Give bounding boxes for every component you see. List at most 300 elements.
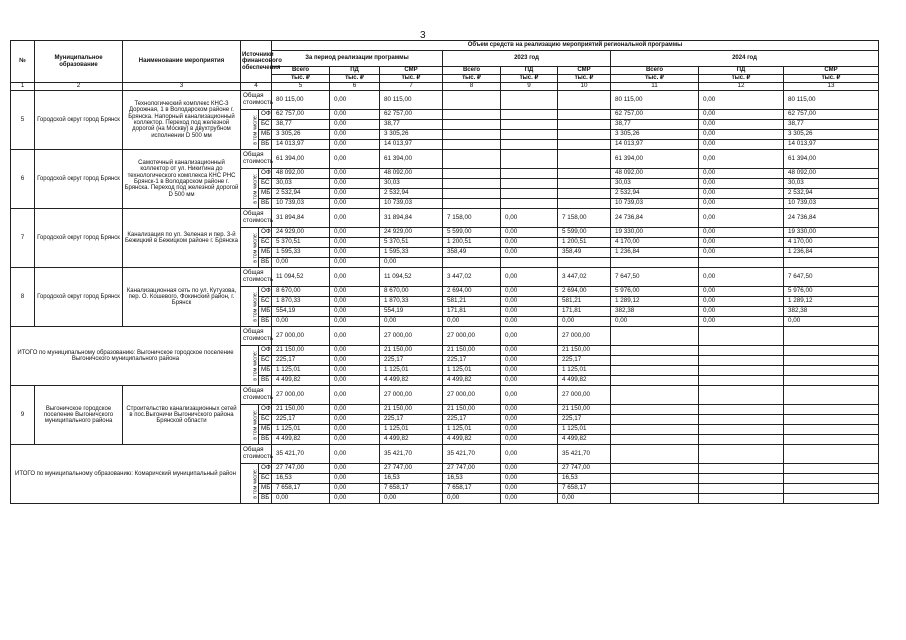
header-period-2023: 2023 год <box>443 51 611 67</box>
column-index-2: 2 <box>35 83 123 91</box>
amount-cell: 2 532,94 <box>380 189 443 199</box>
amount-cell <box>784 474 879 484</box>
header-total: Всего <box>272 67 330 75</box>
in-that-label <box>241 228 259 268</box>
column-index-8: 8 <box>443 83 501 91</box>
amount-cell: 1 125,01 <box>558 366 611 376</box>
amount-cell: 0,00 <box>699 91 784 110</box>
header-unit: тыс. ₽ <box>272 75 330 83</box>
amount-cell: 27 000,00 <box>380 386 443 405</box>
amount-cell: 38,77 <box>611 120 699 130</box>
amount-cell: 1 200,51 <box>443 238 501 248</box>
amount-cell: 4 499,82 <box>380 435 443 445</box>
amount-cell: 225,17 <box>380 356 443 366</box>
amount-cell: 24 929,00 <box>272 228 330 238</box>
amount-cell <box>558 120 611 130</box>
amount-cell: 1 200,51 <box>558 238 611 248</box>
amount-cell: 0,00 <box>501 238 558 248</box>
column-index-1: 1 <box>11 83 35 91</box>
amount-cell: 80 115,00 <box>272 91 330 110</box>
amount-cell: 0,00 <box>501 209 558 228</box>
header-unit: тыс. ₽ <box>501 75 558 83</box>
amount-cell <box>443 130 501 140</box>
amount-cell: 16,53 <box>272 474 330 484</box>
table-row <box>11 209 879 228</box>
in-that-label <box>241 464 259 504</box>
amount-cell <box>611 346 699 356</box>
amount-cell: 8 670,00 <box>272 287 330 297</box>
source-code: МБ <box>259 189 272 199</box>
amount-cell <box>558 258 611 268</box>
source-code: ВБ <box>259 199 272 209</box>
amount-cell: 21 150,00 <box>558 405 611 415</box>
amount-cell <box>443 189 501 199</box>
amount-cell: 80 115,00 <box>611 91 699 110</box>
header-unit: тыс. ₽ <box>443 75 501 83</box>
amount-cell: 0,00 <box>330 199 380 209</box>
header-unit: тыс. ₽ <box>330 75 380 83</box>
amount-cell: 0,00 <box>330 120 380 130</box>
amount-cell: 0,00 <box>501 307 558 317</box>
header-smr: СМР <box>380 67 443 75</box>
amount-cell: 27 000,00 <box>272 327 330 346</box>
amount-cell <box>443 91 501 110</box>
header-municipality: Муниципальное образование <box>35 41 123 83</box>
amount-cell: 0,00 <box>501 405 558 415</box>
amount-cell: 382,38 <box>784 307 879 317</box>
in-that-text: в том числе: <box>252 350 259 381</box>
amount-cell: 80 115,00 <box>380 91 443 110</box>
amount-cell: 0,00 <box>330 189 380 199</box>
amount-cell: 27 747,00 <box>558 464 611 474</box>
amount-cell: 7 658,17 <box>558 484 611 494</box>
source-code: БС <box>259 120 272 130</box>
amount-cell: 0,00 <box>330 150 380 169</box>
amount-cell <box>501 110 558 120</box>
header-total: Всего <box>611 67 699 75</box>
source-code: ОФ <box>259 464 272 474</box>
amount-cell: 61 394,00 <box>380 150 443 169</box>
amount-cell: 5 370,51 <box>380 238 443 248</box>
amount-cell: 30,03 <box>784 179 879 189</box>
amount-cell: 10 739,03 <box>380 199 443 209</box>
amount-cell: 225,17 <box>272 356 330 366</box>
amount-cell: 10 739,03 <box>784 199 879 209</box>
amount-cell <box>784 435 879 445</box>
source-code: МБ <box>259 366 272 376</box>
amount-cell <box>611 484 699 494</box>
amount-cell: 27 747,00 <box>380 464 443 474</box>
amount-cell: 0,00 <box>330 474 380 484</box>
amount-cell: 4 170,00 <box>611 238 699 248</box>
amount-cell: 4 499,82 <box>272 435 330 445</box>
amount-cell <box>443 258 501 268</box>
municipality-name: Городской округ город Брянск <box>35 91 123 150</box>
source-code: МБ <box>259 130 272 140</box>
column-index-7: 7 <box>380 83 443 91</box>
source-code: МБ <box>259 484 272 494</box>
header-unit: тыс. ₽ <box>699 75 784 83</box>
municipality-total-label: ИТОГО по муниципальному образованию: Комаричский муниципальный район <box>11 445 241 504</box>
header-unit: тыс. ₽ <box>558 75 611 83</box>
event-name: Строительство канализационных сетей в пос.Выгоничи Выгоничского района Брянской области <box>123 386 241 445</box>
source-total-cost: Общая стоимость <box>241 445 272 464</box>
table-row <box>11 91 879 110</box>
amount-cell: 19 330,00 <box>784 228 879 238</box>
amount-cell: 8 670,00 <box>380 287 443 297</box>
amount-cell: 0,00 <box>501 327 558 346</box>
amount-cell: 225,17 <box>558 356 611 366</box>
amount-cell: 0,00 <box>330 445 380 464</box>
amount-cell: 1 595,33 <box>380 248 443 258</box>
amount-cell: 1 595,33 <box>272 248 330 258</box>
amount-cell <box>558 140 611 150</box>
amount-cell: 27 000,00 <box>558 327 611 346</box>
amount-cell: 0,00 <box>699 287 784 297</box>
amount-cell: 21 150,00 <box>443 346 501 356</box>
municipality-name: Выгоничское городское поселение Выгоничского муниципального района <box>35 386 123 445</box>
amount-cell: 0,00 <box>699 140 784 150</box>
header-period-2024: 2024 год <box>611 51 879 67</box>
amount-cell: 382,38 <box>611 307 699 317</box>
amount-cell: 0,00 <box>330 248 380 258</box>
column-index-row <box>11 83 879 91</box>
amount-cell: 5 976,00 <box>611 287 699 297</box>
amount-cell: 1 236,84 <box>784 248 879 258</box>
header-smr: СМР <box>784 67 879 75</box>
amount-cell: 21 150,00 <box>272 405 330 415</box>
amount-cell <box>699 445 784 464</box>
amount-cell: 61 394,00 <box>611 150 699 169</box>
amount-cell: 0,00 <box>272 494 330 504</box>
amount-cell <box>501 130 558 140</box>
amount-cell <box>699 494 784 504</box>
amount-cell <box>558 179 611 189</box>
amount-cell <box>443 110 501 120</box>
amount-cell: 0,00 <box>443 317 501 327</box>
source-code: ВБ <box>259 140 272 150</box>
amount-cell: 27 000,00 <box>272 386 330 405</box>
amount-cell: 27 747,00 <box>272 464 330 474</box>
source-code: ВБ <box>259 258 272 268</box>
column-index-12: 12 <box>699 83 784 91</box>
header-event: Наименование мероприятия <box>123 41 241 83</box>
amount-cell: 0,00 <box>501 484 558 494</box>
amount-cell: 27 000,00 <box>443 386 501 405</box>
amount-cell: 21 150,00 <box>380 346 443 356</box>
amount-cell <box>611 425 699 435</box>
source-code: МБ <box>259 248 272 258</box>
amount-cell: 3 447,02 <box>443 268 501 287</box>
amount-cell: 14 013,97 <box>272 140 330 150</box>
amount-cell: 0,00 <box>699 150 784 169</box>
amount-cell: 0,00 <box>330 268 380 287</box>
header-unit: тыс. ₽ <box>380 75 443 83</box>
amount-cell: 0,00 <box>272 258 330 268</box>
amount-cell: 581,21 <box>443 297 501 307</box>
header-pd: ПД <box>501 67 558 75</box>
source-code: ОФ <box>259 169 272 179</box>
amount-cell <box>784 346 879 356</box>
amount-cell: 80 115,00 <box>784 91 879 110</box>
amount-cell: 14 013,97 <box>784 140 879 150</box>
amount-cell <box>699 484 784 494</box>
amount-cell: 0,00 <box>501 317 558 327</box>
amount-cell <box>699 346 784 356</box>
amount-cell: 4 499,82 <box>443 435 501 445</box>
amount-cell: 0,00 <box>330 386 380 405</box>
source-code: БС <box>259 238 272 248</box>
amount-cell: 0,00 <box>501 425 558 435</box>
amount-cell: 7 158,00 <box>443 209 501 228</box>
amount-cell <box>611 445 699 464</box>
amount-cell <box>784 258 879 268</box>
amount-cell: 14 013,97 <box>611 140 699 150</box>
amount-cell: 0,00 <box>501 287 558 297</box>
amount-cell <box>611 376 699 386</box>
amount-cell: 35 421,70 <box>443 445 501 464</box>
amount-cell <box>501 169 558 179</box>
header-total: Всего <box>443 67 501 75</box>
amount-cell: 2 532,94 <box>272 189 330 199</box>
amount-cell: 0,00 <box>380 317 443 327</box>
amount-cell <box>784 366 879 376</box>
amount-cell: 225,17 <box>443 415 501 425</box>
amount-cell <box>699 405 784 415</box>
amount-cell: 62 757,00 <box>380 110 443 120</box>
amount-cell: 7 658,17 <box>443 484 501 494</box>
header-pd: ПД <box>330 67 380 75</box>
amount-cell: 0,00 <box>330 287 380 297</box>
event-name: Канализация по ул. Зеленая и пер. 3-й Бежицкий в Бежицком районе г. Брянска <box>123 209 241 268</box>
amount-cell: 0,00 <box>380 258 443 268</box>
amount-cell: 0,00 <box>501 415 558 425</box>
amount-cell: 0,00 <box>699 120 784 130</box>
amount-cell: 225,17 <box>272 415 330 425</box>
amount-cell: 5 599,00 <box>558 228 611 238</box>
amount-cell: 24 736,84 <box>784 209 879 228</box>
amount-cell: 38,77 <box>784 120 879 130</box>
source-code: МБ <box>259 307 272 317</box>
row-number: 8 <box>11 268 35 327</box>
amount-cell: 0,00 <box>699 228 784 238</box>
amount-cell <box>699 415 784 425</box>
amount-cell <box>443 120 501 130</box>
amount-cell: 0,00 <box>501 435 558 445</box>
event-name: Технологический комплекс КНС-3 Дорожная, 1 в Володарском районе г. Брянска. Напорный канализационный коллектор. Переход под железной дорогой (на Москву) в двухтрубном исполнении D 500 мм <box>123 91 241 150</box>
amount-cell: 0,00 <box>330 209 380 228</box>
amount-cell: 4 170,00 <box>784 238 879 248</box>
amount-cell: 0,00 <box>699 248 784 258</box>
amount-cell: 0,00 <box>330 356 380 366</box>
amount-cell: 1 125,01 <box>443 425 501 435</box>
amount-cell: 61 394,00 <box>784 150 879 169</box>
amount-cell <box>558 169 611 179</box>
amount-cell <box>784 415 879 425</box>
amount-cell: 0,00 <box>558 317 611 327</box>
amount-cell: 0,00 <box>330 376 380 386</box>
amount-cell <box>501 179 558 189</box>
amount-cell: 48 092,00 <box>784 169 879 179</box>
amount-cell: 5 599,00 <box>443 228 501 238</box>
amount-cell: 0,00 <box>501 346 558 356</box>
amount-cell: 0,00 <box>330 140 380 150</box>
amount-cell: 0,00 <box>501 228 558 238</box>
program-funding-table <box>10 40 879 504</box>
amount-cell: 4 499,82 <box>558 435 611 445</box>
amount-cell: 4 499,82 <box>558 376 611 386</box>
amount-cell: 4 499,82 <box>380 376 443 386</box>
amount-cell: 27 000,00 <box>443 327 501 346</box>
amount-cell: 1 289,12 <box>611 297 699 307</box>
header-no: № <box>11 41 35 83</box>
header-pd: ПД <box>699 67 784 75</box>
row-number: 5 <box>11 91 35 150</box>
amount-cell: 0,00 <box>330 91 380 110</box>
amount-cell <box>611 386 699 405</box>
amount-cell: 0,00 <box>699 307 784 317</box>
amount-cell: 0,00 <box>501 297 558 307</box>
table-row <box>11 327 879 346</box>
amount-cell: 16,53 <box>380 474 443 484</box>
amount-cell: 7 658,17 <box>272 484 330 494</box>
amount-cell: 0,00 <box>699 238 784 248</box>
amount-cell: 0,00 <box>330 327 380 346</box>
amount-cell: 62 757,00 <box>784 110 879 120</box>
amount-cell: 0,00 <box>330 405 380 415</box>
amount-cell: 0,00 <box>501 464 558 474</box>
amount-cell <box>501 258 558 268</box>
amount-cell: 0,00 <box>501 376 558 386</box>
amount-cell <box>784 484 879 494</box>
row-number: 9 <box>11 386 35 445</box>
table-row <box>11 150 879 169</box>
amount-cell: 2 532,94 <box>784 189 879 199</box>
amount-cell: 7 647,50 <box>784 268 879 287</box>
amount-cell <box>558 91 611 110</box>
amount-cell: 5 976,00 <box>784 287 879 297</box>
source-code: ОФ <box>259 228 272 238</box>
amount-cell: 7 158,00 <box>558 209 611 228</box>
source-code: БС <box>259 356 272 366</box>
amount-cell: 1 125,01 <box>558 425 611 435</box>
in-that-label <box>241 110 259 150</box>
amount-cell: 0,00 <box>501 356 558 366</box>
amount-cell: 1 870,33 <box>380 297 443 307</box>
amount-cell: 35 421,70 <box>380 445 443 464</box>
amount-cell: 10 739,03 <box>272 199 330 209</box>
amount-cell: 27 747,00 <box>443 464 501 474</box>
amount-cell: 0,00 <box>330 317 380 327</box>
in-that-label <box>241 169 259 209</box>
amount-cell: 5 370,51 <box>272 238 330 248</box>
amount-cell <box>699 376 784 386</box>
amount-cell: 0,00 <box>501 366 558 376</box>
column-index-6: 6 <box>330 83 380 91</box>
amount-cell: 0,00 <box>330 415 380 425</box>
municipality-name: Городской округ город Брянск <box>35 209 123 268</box>
amount-cell: 358,49 <box>443 248 501 258</box>
amount-cell <box>784 356 879 366</box>
amount-cell: 0,00 <box>501 386 558 405</box>
amount-cell <box>784 494 879 504</box>
amount-cell <box>611 435 699 445</box>
amount-cell: 30,03 <box>272 179 330 189</box>
amount-cell: 0,00 <box>330 258 380 268</box>
amount-cell: 14 013,97 <box>380 140 443 150</box>
amount-cell: 3 305,26 <box>380 130 443 140</box>
amount-cell <box>611 415 699 425</box>
in-that-label <box>241 346 259 386</box>
source-code: МБ <box>259 425 272 435</box>
source-code: БС <box>259 179 272 189</box>
source-code: БС <box>259 474 272 484</box>
amount-cell: 0,00 <box>611 317 699 327</box>
amount-cell: 2 694,00 <box>558 287 611 297</box>
amount-cell: 10 739,03 <box>611 199 699 209</box>
amount-cell <box>443 179 501 189</box>
amount-cell <box>699 327 784 346</box>
amount-cell <box>699 464 784 474</box>
amount-cell: 27 000,00 <box>558 386 611 405</box>
amount-cell: 2 694,00 <box>443 287 501 297</box>
amount-cell: 0,00 <box>501 474 558 484</box>
page-number: 3 <box>420 30 426 41</box>
amount-cell: 27 000,00 <box>380 327 443 346</box>
amount-cell: 0,00 <box>699 268 784 287</box>
amount-cell <box>558 130 611 140</box>
header-source: Источники финансового обеспечения <box>241 41 272 83</box>
amount-cell: 0,00 <box>501 494 558 504</box>
in-that-text: в том числе: <box>252 114 259 145</box>
amount-cell <box>501 189 558 199</box>
table-row <box>11 268 879 287</box>
header-smr: СМР <box>558 67 611 75</box>
amount-cell: 554,19 <box>380 307 443 317</box>
in-that-text: в том числе: <box>252 409 259 440</box>
source-total-cost: Общая стоимость <box>241 91 272 110</box>
amount-cell: 0,00 <box>443 494 501 504</box>
amount-cell: 0,00 <box>699 130 784 140</box>
in-that-label <box>241 287 259 327</box>
amount-cell: 30,03 <box>380 179 443 189</box>
amount-cell <box>699 474 784 484</box>
column-index-5: 5 <box>272 83 330 91</box>
amount-cell <box>784 405 879 415</box>
amount-cell: 3 305,26 <box>784 130 879 140</box>
amount-cell: 1 236,84 <box>611 248 699 258</box>
table-row <box>11 445 879 464</box>
amount-cell: 21 150,00 <box>558 346 611 356</box>
amount-cell: 0,00 <box>699 297 784 307</box>
amount-cell: 2 532,94 <box>611 189 699 199</box>
amount-cell: 0,00 <box>330 346 380 356</box>
event-name: Самотечный канализационный коллектор от ул. Никитина до технологического комплекса КНС РНС Брянск-1 в Володарском районе г. Брянска. Переход под железной дорогой D 500 мм <box>123 150 241 209</box>
amount-cell: 62 757,00 <box>611 110 699 120</box>
amount-cell <box>784 327 879 346</box>
amount-cell: 0,00 <box>699 110 784 120</box>
amount-cell: 4 499,82 <box>443 376 501 386</box>
amount-cell: 0,00 <box>699 169 784 179</box>
amount-cell <box>558 110 611 120</box>
amount-cell <box>501 91 558 110</box>
municipality-name: Городской округ город Брянск <box>35 150 123 209</box>
header-unit: тыс. ₽ <box>611 75 699 83</box>
amount-cell <box>699 435 784 445</box>
amount-cell: 0,00 <box>330 494 380 504</box>
amount-cell <box>784 376 879 386</box>
row-number: 7 <box>11 209 35 268</box>
